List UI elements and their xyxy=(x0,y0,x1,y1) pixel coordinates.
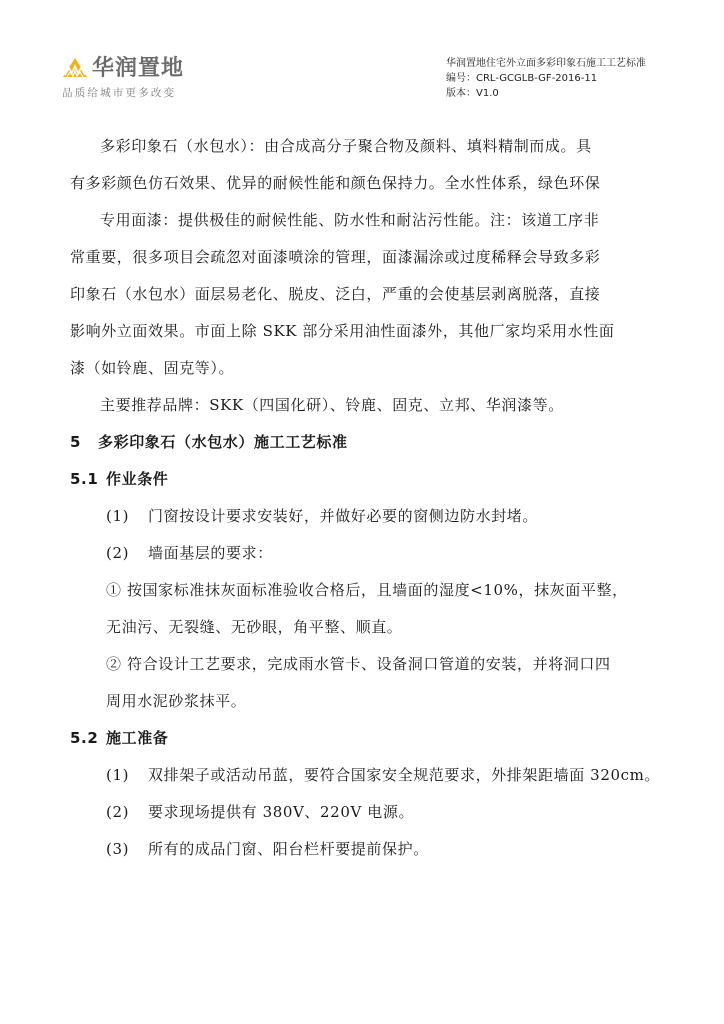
paragraph-line: 专用面漆：提供极佳的耐候性能、防水性和耐沾污性能。注：该道工序非 xyxy=(100,211,600,229)
paragraph-line: ② 符合设计工艺要求，完成雨水管卡、设备洞口管道的安装，并将洞口四 xyxy=(106,655,611,673)
section-number: 5 xyxy=(70,433,82,451)
paragraph-line: 主要推荐品牌：SKK（四国化研）、铃鹿、固克、立邦、华润漆等。 xyxy=(100,396,564,414)
document-version: 版本：V1.0 xyxy=(446,88,499,99)
section-title: 施工准备 xyxy=(106,729,169,747)
brand-slogan: 品质给城市更多改变 xyxy=(62,87,177,99)
section-number: 5.1 xyxy=(70,470,99,488)
list-item xyxy=(70,498,660,535)
paragraph-line: 常重要，很多项目会疏忽对面漆喷涂的管理，面漆漏涂或过度稀释会导致多彩 xyxy=(70,248,601,266)
paragraph-line: 印象石（水包水）面层易老化、脱皮、泛白，严重的会使基层剥离脱落，直接 xyxy=(70,285,601,303)
list-item xyxy=(70,831,660,868)
paragraph-line: 多彩印象石（水包水）：由合成高分子聚合物及颜料、填料精制而成。具 xyxy=(100,137,592,155)
section-title: 多彩印象石（水包水）施工工艺标准 xyxy=(98,433,348,451)
list-item xyxy=(70,757,660,794)
document-meta xyxy=(446,56,696,101)
document-number: 编号：CRL-GCGLB-GF-2016-11 xyxy=(446,73,598,84)
section-number: 5.2 xyxy=(70,729,99,747)
subsection-heading xyxy=(70,461,660,498)
list-item-number: (1) xyxy=(106,507,130,525)
brand-name: 华润置地 xyxy=(92,56,185,81)
paragraph-line: 有多彩颜色仿石效果、优异的耐候性能和颜色保持力。全水性体系，绿色环保 xyxy=(70,174,601,192)
section-heading xyxy=(70,424,660,461)
list-item-number: (2) xyxy=(106,544,130,562)
paragraph-line: 周用水泥砂浆抹平。 xyxy=(106,692,247,710)
company-logo xyxy=(62,47,262,103)
list-item-number: (2) xyxy=(106,803,130,821)
document-title: 华润置地住宅外立面多彩印象石施工工艺标准 xyxy=(446,58,646,69)
list-item-text: 墙面基层的要求： xyxy=(148,544,273,562)
paragraph-line: 影响外立面效果。市面上除 SKK 部分采用油性面漆外，其他厂家均采用水性面 xyxy=(70,322,615,340)
list-item-text: 要求现场提供有 380V、220V 电源。 xyxy=(148,803,415,821)
page-header xyxy=(0,0,724,110)
list-item-text: 门窗按设计要求安装好，并做好必要的窗侧边防水封堵。 xyxy=(148,507,539,525)
list-item-number: (1) xyxy=(106,766,130,784)
paragraph-line: ① 按国家标准抹灰面标准验收合格后，且墙面的湿度<10%，抹灰面平整， xyxy=(106,581,628,599)
list-item-text: 双排架子或活动吊蓝，要符合国家安全规范要求，外排架距墙面 320cm。 xyxy=(148,766,661,784)
crown-wave-icon xyxy=(62,55,88,79)
paragraph-line: 无油污、无裂缝、无砂眼，角平整、顺直。 xyxy=(106,618,403,636)
list-item xyxy=(70,535,660,572)
document-body xyxy=(70,128,660,868)
list-item-text: 所有的成品门窗、阳台栏杆要提前保护。 xyxy=(148,840,429,858)
paragraph-line: 漆（如铃鹿、固克等）。 xyxy=(70,359,235,377)
section-title: 作业条件 xyxy=(106,470,169,488)
list-item-number: (3) xyxy=(106,840,130,858)
list-item xyxy=(70,794,660,831)
subsection-heading xyxy=(70,720,660,757)
